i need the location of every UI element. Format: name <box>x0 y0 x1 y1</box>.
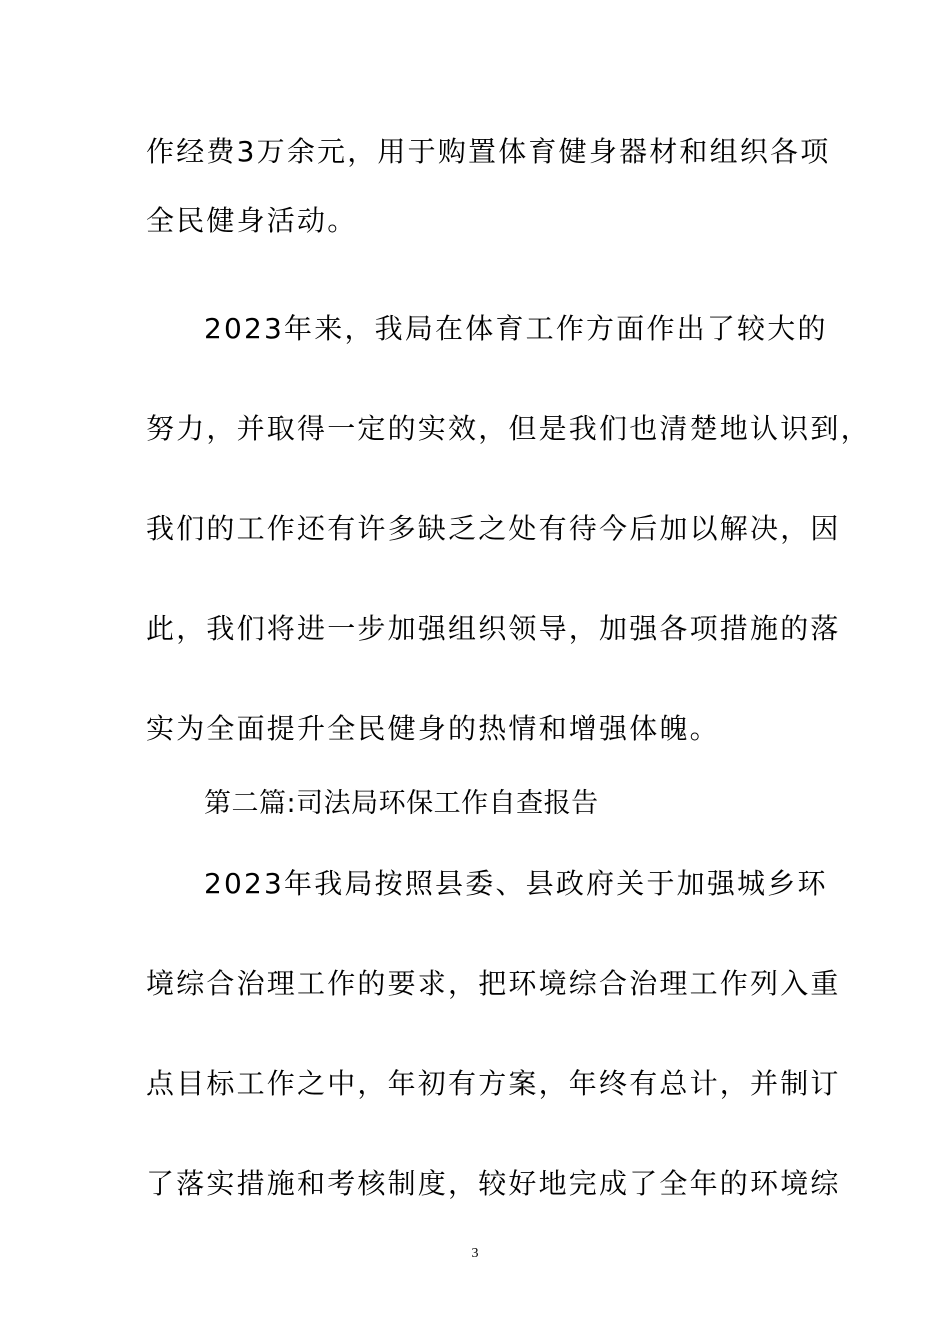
paragraph-line: 点目标工作之中，年初有方案，年终有总计，并制订 <box>146 1067 841 1100</box>
section-heading: 第二篇:司法局环保工作自查报告 <box>204 788 599 819</box>
paragraph-line: 我们的工作还有许多缺乏之处有待今后加以解决，因 <box>146 512 841 545</box>
paragraph-line: 境综合治理工作的要求，把环境综合治理工作列入重 <box>146 967 841 1000</box>
paragraph-line: 2023年我局按照县委、县政府关于加强城乡环 <box>204 867 828 900</box>
paragraph-line: 实为全面提升全民健身的热情和增强体魄。 <box>146 712 720 745</box>
paragraph-line: 努力，并取得一定的实效，但是我们也清楚地认识到， <box>146 412 871 445</box>
paragraph-line: 了落实措施和考核制度，较好地完成了全年的环境综 <box>146 1167 841 1200</box>
paragraph-line: 作经费3万余元，用于购置体育健身器材和组织各项 <box>146 135 831 168</box>
page-number: 3 <box>471 1246 479 1261</box>
paragraph-line: 此，我们将进一步加强组织领导，加强各项措施的落 <box>146 612 841 645</box>
paragraph-line: 全民健身活动。 <box>146 204 358 237</box>
paragraph-line: 2023年来，我局在体育工作方面作出了较大的 <box>204 312 828 345</box>
